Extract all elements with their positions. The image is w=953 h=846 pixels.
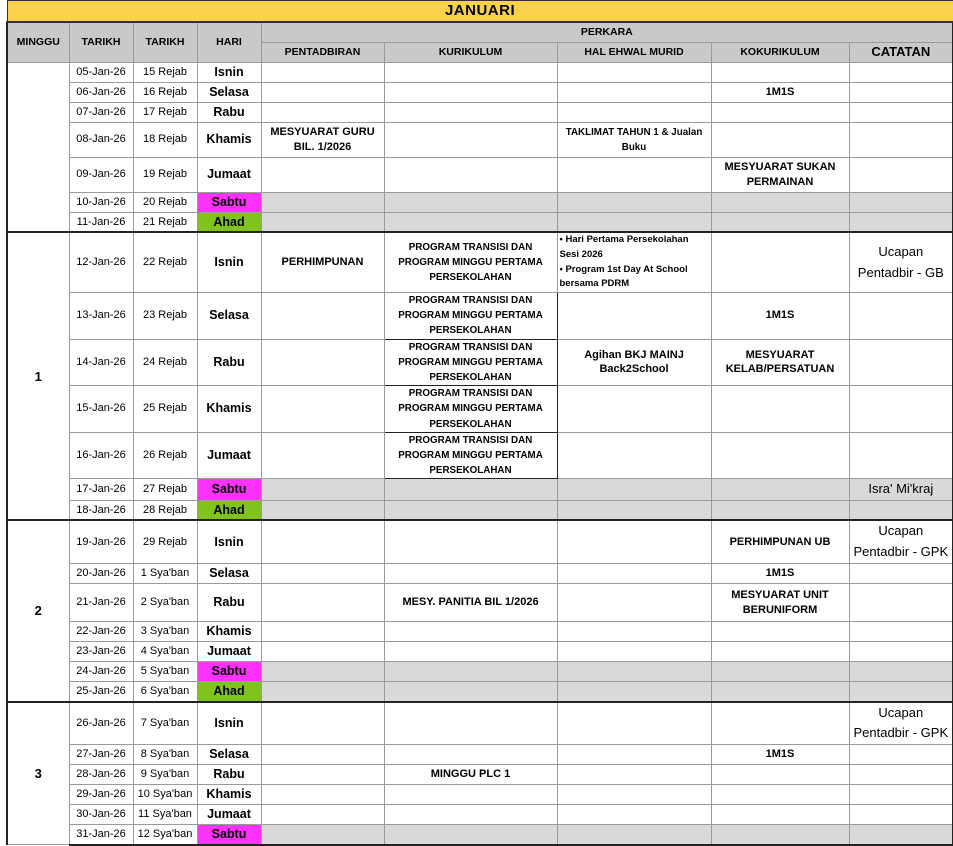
day-cell: Isnin — [197, 232, 261, 292]
pentadbiran-cell: PERHIMPUNAN — [261, 232, 384, 292]
kokurikulum-cell — [711, 122, 849, 157]
kokurikulum-cell — [711, 500, 849, 520]
pentadbiran-cell — [261, 682, 384, 702]
kurikulum-cell: PROGRAM TRANSISI DAN PROGRAM MINGGU PERTAMA PERSEKOLAHAN — [384, 232, 557, 292]
catatan-cell — [849, 62, 953, 82]
catatan-cell — [849, 339, 953, 386]
week-number: 1 — [7, 232, 69, 520]
kurikulum-cell: PROGRAM TRANSISI DAN PROGRAM MINGGU PERTAMA PERSEKOLAHAN — [384, 432, 557, 479]
day-cell: Khamis — [197, 785, 261, 805]
pentadbiran-cell — [261, 432, 384, 479]
date-cell: 11-Jan-26 — [69, 212, 133, 232]
day-cell: Ahad — [197, 500, 261, 520]
header-catatan: CATATAN — [849, 42, 953, 62]
day-cell: Isnin — [197, 62, 261, 82]
date-cell: 21-Jan-26 — [69, 584, 133, 622]
hem-cell — [557, 293, 711, 340]
pentadbiran-cell — [261, 62, 384, 82]
pentadbiran-cell — [261, 622, 384, 642]
day-cell: Jumaat — [197, 157, 261, 192]
hem-cell — [557, 520, 711, 563]
hijri-date-cell: 2 Sya'ban — [133, 584, 197, 622]
pentadbiran-cell — [261, 564, 384, 584]
hijri-date-cell: 20 Rejab — [133, 192, 197, 212]
day-cell: Ahad — [197, 682, 261, 702]
date-cell: 28-Jan-26 — [69, 765, 133, 785]
date-cell: 07-Jan-26 — [69, 102, 133, 122]
hem-cell — [557, 662, 711, 682]
hem-cell — [557, 825, 711, 845]
date-cell: 27-Jan-26 — [69, 745, 133, 765]
hijri-date-cell: 6 Sya'ban — [133, 682, 197, 702]
calendar-row — [7, 745, 953, 765]
kokurikulum-cell — [711, 102, 849, 122]
hem-cell — [557, 192, 711, 212]
catatan-cell — [849, 500, 953, 520]
catatan-cell — [849, 642, 953, 662]
calendar-row — [7, 765, 953, 785]
catatan-cell — [849, 745, 953, 765]
calendar-row — [7, 500, 953, 520]
hem-cell — [557, 212, 711, 232]
pentadbiran-cell — [261, 805, 384, 825]
kurikulum-cell — [384, 805, 557, 825]
pentadbiran-cell — [261, 745, 384, 765]
pentadbiran-cell — [261, 500, 384, 520]
pentadbiran-cell — [261, 82, 384, 102]
kokurikulum-cell: 1M1S — [711, 564, 849, 584]
kokurikulum-cell: PERHIMPUNAN UB — [711, 520, 849, 563]
hijri-date-cell: 3 Sya'ban — [133, 622, 197, 642]
catatan-cell — [849, 682, 953, 702]
kurikulum-cell — [384, 564, 557, 584]
calendar-row — [7, 432, 953, 479]
header-hem: HAL EHWAL MURID — [557, 42, 711, 62]
kokurikulum-cell — [711, 682, 849, 702]
date-cell: 18-Jan-26 — [69, 500, 133, 520]
kokurikulum-cell — [711, 232, 849, 292]
kurikulum-cell — [384, 702, 557, 745]
catatan-cell — [849, 157, 953, 192]
pentadbiran-cell — [261, 642, 384, 662]
kurikulum-cell — [384, 825, 557, 845]
day-cell: Khamis — [197, 622, 261, 642]
day-cell: Sabtu — [197, 479, 261, 501]
day-cell: Jumaat — [197, 432, 261, 479]
kurikulum-cell — [384, 662, 557, 682]
catatan-cell — [849, 212, 953, 232]
hem-bullet-item: • Hari Pertama Persekolahan Sesi 2026 — [559, 234, 689, 260]
pentadbiran-cell — [261, 662, 384, 682]
catatan-cell — [849, 122, 953, 157]
hem-cell — [557, 622, 711, 642]
date-cell: 22-Jan-26 — [69, 622, 133, 642]
catatan-cell — [849, 293, 953, 340]
calendar-row — [7, 479, 953, 501]
catatan-cell — [849, 192, 953, 212]
calendar-row — [7, 622, 953, 642]
kurikulum-cell — [384, 212, 557, 232]
date-cell: 17-Jan-26 — [69, 479, 133, 501]
date-cell: 05-Jan-26 — [69, 62, 133, 82]
hem-cell — [557, 479, 711, 501]
day-cell: Khamis — [197, 122, 261, 157]
kurikulum-cell — [384, 500, 557, 520]
date-cell: 08-Jan-26 — [69, 122, 133, 157]
header-tarikh-hijri: TARIKH — [133, 22, 197, 62]
hijri-date-cell: 11 Sya'ban — [133, 805, 197, 825]
pentadbiran-cell — [261, 212, 384, 232]
hijri-date-cell: 27 Rejab — [133, 479, 197, 501]
day-cell: Sabtu — [197, 825, 261, 845]
hem-cell — [557, 386, 711, 433]
calendar-row — [7, 122, 953, 157]
hijri-date-cell: 28 Rejab — [133, 500, 197, 520]
calendar-row — [7, 825, 953, 845]
kokurikulum-cell: MESYUARAT KELAB/PERSATUAN — [711, 339, 849, 386]
kurikulum-cell — [384, 157, 557, 192]
pentadbiran-cell — [261, 386, 384, 433]
day-cell: Ahad — [197, 212, 261, 232]
pentadbiran-cell — [261, 825, 384, 845]
kurikulum-cell: PROGRAM TRANSISI DAN PROGRAM MINGGU PERTAMA PERSEKOLAHAN — [384, 339, 557, 386]
pentadbiran-cell — [261, 785, 384, 805]
date-cell: 16-Jan-26 — [69, 432, 133, 479]
calendar-row — [7, 520, 953, 563]
kurikulum-cell — [384, 62, 557, 82]
hem-cell — [557, 62, 711, 82]
header-tarikh: TARIKH — [69, 22, 133, 62]
hijri-date-cell: 10 Sya'ban — [133, 785, 197, 805]
kokurikulum-cell: 1M1S — [711, 82, 849, 102]
catatan-cell — [849, 785, 953, 805]
date-cell: 24-Jan-26 — [69, 662, 133, 682]
calendar-row — [7, 584, 953, 622]
hem-cell — [557, 157, 711, 192]
kokurikulum-cell — [711, 62, 849, 82]
catatan-cell — [849, 102, 953, 122]
pentadbiran-cell — [261, 192, 384, 212]
date-cell: 15-Jan-26 — [69, 386, 133, 433]
calendar-row — [7, 702, 953, 745]
catatan-cell: Isra' Mi'kraj — [849, 479, 953, 501]
catatan-cell: Ucapan Pentadbir - GPK — [849, 520, 953, 563]
hijri-date-cell: 5 Sya'ban — [133, 662, 197, 682]
header-pentadbiran: PENTADBIRAN — [261, 42, 384, 62]
day-cell: Rabu — [197, 102, 261, 122]
calendar-row — [7, 642, 953, 662]
hijri-date-cell: 12 Sya'ban — [133, 825, 197, 845]
kurikulum-cell — [384, 192, 557, 212]
calendar-row — [7, 192, 953, 212]
catatan-cell: Ucapan Pentadbir - GB — [849, 232, 953, 292]
day-cell: Selasa — [197, 82, 261, 102]
pentadbiran-cell — [261, 293, 384, 340]
hijri-date-cell: 8 Sya'ban — [133, 745, 197, 765]
catatan-cell — [849, 564, 953, 584]
calendar-row — [7, 82, 953, 102]
day-cell: Selasa — [197, 745, 261, 765]
hem-bullet-item: • Program 1st Day At School bersama PDRM — [559, 263, 688, 290]
date-cell: 10-Jan-26 — [69, 192, 133, 212]
pentadbiran-cell — [261, 765, 384, 785]
hem-cell — [557, 500, 711, 520]
catatan-cell: Ucapan Pentadbir - GPK — [849, 702, 953, 745]
hem-cell — [557, 564, 711, 584]
kurikulum-cell — [384, 682, 557, 702]
catatan-cell — [849, 386, 953, 433]
calendar-row — [7, 386, 953, 433]
kokurikulum-cell: MESYUARAT SUKAN PERMAINAN — [711, 157, 849, 192]
hijri-date-cell: 19 Rejab — [133, 157, 197, 192]
calendar-sheet — [6, 0, 952, 841]
kokurikulum-cell — [711, 622, 849, 642]
hijri-date-cell: 24 Rejab — [133, 339, 197, 386]
kokurikulum-cell — [711, 702, 849, 745]
calendar-row — [7, 232, 953, 292]
calendar-row — [7, 682, 953, 702]
calendar-row — [7, 62, 953, 82]
week-number — [7, 62, 69, 232]
calendar-row — [7, 339, 953, 386]
calendar-row — [7, 157, 953, 192]
kokurikulum-cell: 1M1S — [711, 745, 849, 765]
kurikulum-cell: PROGRAM TRANSISI DAN PROGRAM MINGGU PERTAMA PERSEKOLAHAN — [384, 386, 557, 433]
header-kokurikulum: KOKURIKULUM — [711, 42, 849, 62]
hijri-date-cell: 16 Rejab — [133, 82, 197, 102]
hijri-date-cell: 23 Rejab — [133, 293, 197, 340]
day-cell: Selasa — [197, 293, 261, 340]
kokurikulum-cell — [711, 765, 849, 785]
day-cell: Rabu — [197, 765, 261, 785]
calendar-row — [7, 102, 953, 122]
hem-cell — [557, 765, 711, 785]
date-cell: 12-Jan-26 — [69, 232, 133, 292]
kurikulum-cell — [384, 102, 557, 122]
hijri-date-cell: 22 Rejab — [133, 232, 197, 292]
catatan-cell — [849, 662, 953, 682]
kokurikulum-cell — [711, 479, 849, 501]
week-number: 3 — [7, 702, 69, 845]
hijri-date-cell: 25 Rejab — [133, 386, 197, 433]
kurikulum-cell: MINGGU PLC 1 — [384, 765, 557, 785]
day-cell: Jumaat — [197, 805, 261, 825]
kokurikulum-cell — [711, 386, 849, 433]
catatan-cell — [849, 622, 953, 642]
calendar-row — [7, 212, 953, 232]
kurikulum-cell — [384, 642, 557, 662]
kokurikulum-cell — [711, 192, 849, 212]
kurikulum-cell: PROGRAM TRANSISI DAN PROGRAM MINGGU PERTAMA PERSEKOLAHAN — [384, 293, 557, 340]
pentadbiran-cell — [261, 584, 384, 622]
header-kurikulum: KURIKULUM — [384, 42, 557, 62]
calendar-row — [7, 293, 953, 340]
kokurikulum-cell — [711, 212, 849, 232]
date-cell: 26-Jan-26 — [69, 702, 133, 745]
date-cell: 30-Jan-26 — [69, 805, 133, 825]
hijri-date-cell: 26 Rejab — [133, 432, 197, 479]
hijri-date-cell: 15 Rejab — [133, 62, 197, 82]
kokurikulum-cell — [711, 432, 849, 479]
date-cell: 13-Jan-26 — [69, 293, 133, 340]
hem-cell — [557, 785, 711, 805]
hijri-date-cell: 9 Sya'ban — [133, 765, 197, 785]
kurikulum-cell — [384, 622, 557, 642]
hijri-date-cell: 21 Rejab — [133, 212, 197, 232]
date-cell: 31-Jan-26 — [69, 825, 133, 845]
catatan-cell — [849, 805, 953, 825]
date-cell: 20-Jan-26 — [69, 564, 133, 584]
hem-cell: TAKLIMAT TAHUN 1 & Jualan Buku — [557, 122, 711, 157]
hem-cell — [557, 102, 711, 122]
catatan-cell — [849, 82, 953, 102]
day-cell: Sabtu — [197, 192, 261, 212]
header-hari: HARI — [197, 22, 261, 62]
hem-cell — [557, 745, 711, 765]
calendar-row — [7, 785, 953, 805]
calendar-row — [7, 805, 953, 825]
catatan-cell — [849, 432, 953, 479]
hijri-date-cell: 17 Rejab — [133, 102, 197, 122]
month-title: JANUARI — [7, 1, 953, 23]
calendar-row — [7, 662, 953, 682]
header-minggu: MINGGU — [7, 22, 69, 62]
pentadbiran-cell — [261, 702, 384, 745]
pentadbiran-cell — [261, 339, 384, 386]
date-cell: 19-Jan-26 — [69, 520, 133, 563]
hem-cell — [557, 432, 711, 479]
kurikulum-cell — [384, 122, 557, 157]
kurikulum-cell — [384, 520, 557, 563]
day-cell: Rabu — [197, 339, 261, 386]
kurikulum-cell — [384, 785, 557, 805]
day-cell: Rabu — [197, 584, 261, 622]
catatan-cell — [849, 584, 953, 622]
kokurikulum-cell — [711, 825, 849, 845]
hem-cell — [557, 642, 711, 662]
day-cell: Isnin — [197, 520, 261, 563]
hem-cell — [557, 805, 711, 825]
hem-cell — [557, 584, 711, 622]
date-cell: 09-Jan-26 — [69, 157, 133, 192]
kurikulum-cell — [384, 745, 557, 765]
kokurikulum-cell: 1M1S — [711, 293, 849, 340]
pentadbiran-cell: MESYUARAT GURU BIL. 1/2026 — [261, 122, 384, 157]
kurikulum-cell — [384, 82, 557, 102]
catatan-cell — [849, 765, 953, 785]
kokurikulum-cell — [711, 785, 849, 805]
kurikulum-cell: MESY. PANITIA BIL 1/2026 — [384, 584, 557, 622]
pentadbiran-cell — [261, 157, 384, 192]
date-cell: 25-Jan-26 — [69, 682, 133, 702]
pentadbiran-cell — [261, 102, 384, 122]
kokurikulum-cell — [711, 642, 849, 662]
pentadbiran-cell — [261, 520, 384, 563]
kokurikulum-cell — [711, 662, 849, 682]
hem-cell — [557, 82, 711, 102]
week-number: 2 — [7, 520, 69, 701]
kokurikulum-cell — [711, 805, 849, 825]
date-cell: 14-Jan-26 — [69, 339, 133, 386]
hem-cell — [557, 702, 711, 745]
calendar-table — [6, 0, 953, 846]
pentadbiran-cell — [261, 479, 384, 501]
day-cell: Isnin — [197, 702, 261, 745]
hem-cell: Agihan BKJ MAINJ Back2School — [557, 339, 711, 386]
hem-cell — [557, 232, 711, 292]
day-cell: Sabtu — [197, 662, 261, 682]
date-cell: 29-Jan-26 — [69, 785, 133, 805]
hijri-date-cell: 1 Sya'ban — [133, 564, 197, 584]
date-cell: 23-Jan-26 — [69, 642, 133, 662]
hijri-date-cell: 18 Rejab — [133, 122, 197, 157]
hijri-date-cell: 7 Sya'ban — [133, 702, 197, 745]
hijri-date-cell: 4 Sya'ban — [133, 642, 197, 662]
day-cell: Khamis — [197, 386, 261, 433]
date-cell: 06-Jan-26 — [69, 82, 133, 102]
kokurikulum-cell: MESYUARAT UNIT BERUNIFORM — [711, 584, 849, 622]
kurikulum-cell — [384, 479, 557, 501]
day-cell: Jumaat — [197, 642, 261, 662]
hijri-date-cell: 29 Rejab — [133, 520, 197, 563]
header-perkara: PERKARA — [261, 22, 953, 42]
calendar-row — [7, 564, 953, 584]
catatan-cell — [849, 825, 953, 845]
day-cell: Selasa — [197, 564, 261, 584]
hem-cell — [557, 682, 711, 702]
